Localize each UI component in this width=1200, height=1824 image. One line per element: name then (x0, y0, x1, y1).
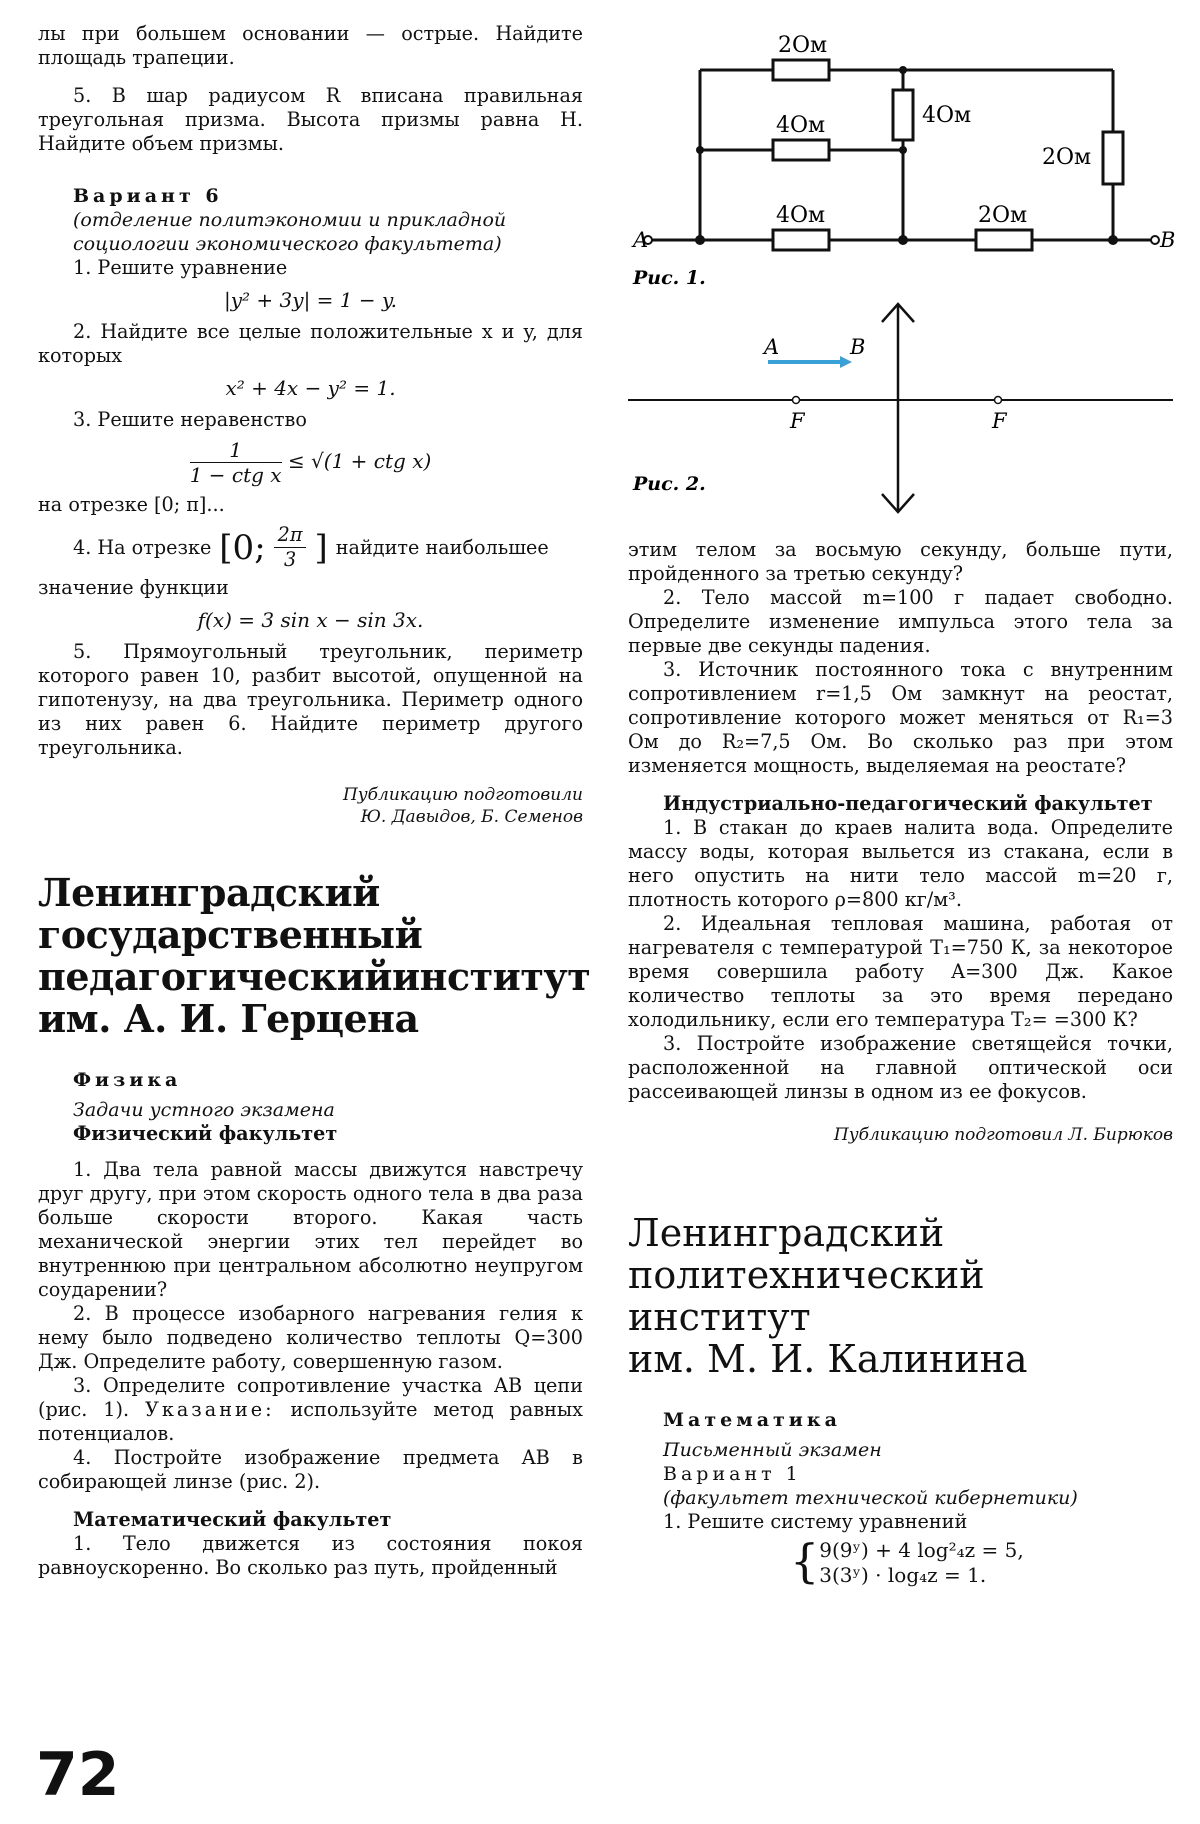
herzen-heading-line-4: им. А. И. Герцена (38, 996, 419, 1041)
equation-system (790, 1534, 1173, 1588)
node-top-center (899, 66, 907, 74)
node-left-bottom (695, 235, 705, 245)
polytech-heading-line-3: им. М. И. Калинина (628, 1337, 1028, 1381)
math-faculty-title: Математический факультет (73, 1508, 392, 1531)
physics-faculty-title: Физический факультет (73, 1122, 338, 1145)
equation-3 (38, 438, 583, 487)
problem-2: 2. Найдите все целые положительные x и y, для которых (38, 320, 583, 367)
system-equation-1: 9(9ʸ) + 4 log²₄z = 5, (819, 1538, 1024, 1562)
variant-1-note: (факультет технической кибернетики) (663, 1487, 1078, 1509)
physics-problem-3-hint: используйте метод равных потенциалов. (38, 1398, 583, 1445)
label-resistor-vertical: 4Ом (922, 103, 972, 128)
variant-1-title: Вариант 1 (663, 1463, 802, 1485)
figure-2-caption: Рис. 2. (633, 473, 706, 495)
label-resistor-right: 2Ом (1042, 145, 1092, 170)
industrial-problem-2: 2. Идеальная тепловая машина, работая от нагревателя с температурой T₁=750 К, за некоторое время совершила работу A=300 Дж. Какое количество теплоты за это время передано холодильнику, если его температура T₂= =300 К? (628, 912, 1173, 1031)
system-equations (819, 1538, 1023, 1588)
equation-3-denominator: 1 − ctg x (189, 463, 282, 487)
problem-3: 3. Решите неравенство (73, 408, 307, 431)
credit-biryukov: Публикацию подготовил Л. Бирюков (833, 1125, 1173, 1145)
physics-problem-2: 2. В процессе изобарного нагревания гелия к нему было подведено количество теплоты Q=300 Дж. Определите работу, совершенную газом. (38, 1302, 583, 1373)
industrial-problem-3: 3. Постройте изображение светящейся точки, расположенной на главной оптической оси рассеивающей линзы в одном из ее фокусов. (628, 1032, 1173, 1103)
label-resistor-top: 2Ом (778, 33, 828, 58)
industrial-problem-1: 1. В стакан до краев налита вода. Определите массу воды, которая выльется из стакана, если в него опустить на нити тело массой m=20 г, плотность которого ρ=800 кг/м³. (628, 816, 1173, 911)
label-resistor-bottom-right: 2Ом (978, 203, 1028, 228)
herzen-heading (38, 870, 591, 1041)
credit-line-2: Ю. Давыдов, Б. Семенов (360, 807, 583, 827)
lens-figure (628, 292, 1173, 522)
herzen-heading-line-3 (38, 954, 591, 999)
herzen-heading-line-2: государственный (38, 912, 423, 957)
node-bottom-center (898, 235, 908, 245)
credit-line-1: Публикацию подготовили (342, 785, 583, 805)
focus-left-point (793, 397, 800, 404)
herzen-heading-line-1: Ленинградский (38, 870, 380, 915)
resistor-middle-left (773, 140, 829, 160)
herzen-heading-line-3b: институт (391, 954, 591, 999)
label-focus-left: F (790, 409, 805, 433)
right-column (628, 22, 1176, 1588)
terminal-b (1151, 236, 1159, 244)
label-resistor-middle-left: 4Ом (776, 113, 826, 138)
label-node-b: B (1160, 228, 1176, 252)
left-column (38, 22, 591, 1580)
resistor-top (773, 60, 829, 80)
problem-4 (38, 523, 583, 572)
equation-3-rhs: ≤ √(1 + ctg x) (287, 449, 432, 473)
problem-5-triangle: 5. Прямоугольный треугольник, периметр которого равен 10, разбит высотой, опущенной на гипотенузу, на два треугольника. Периметр одного из них равен 6. Найдите периметр другого треугольника. (38, 640, 583, 759)
exam-type-written: Письменный экзамен (663, 1439, 882, 1461)
node-right-bottom (1108, 235, 1118, 245)
label-node-a: A (633, 228, 649, 252)
circuit-figure (628, 22, 1176, 289)
problem-5-prism: 5. В шар радиусом R вписана правильная треугольная призма. Высота призмы равна H. Найдите объем призмы. (38, 84, 583, 155)
intro-paragraph: лы при большем основании — острые. Найдите площадь трапеции. (38, 22, 583, 69)
subject-physics: Физика (73, 1069, 182, 1091)
physics-problem-1: 1. Два тела равной массы движутся навстречу друг другу, при этом скорость одного тела в два раза больше скорости второго. Какая часть механической энергии этих тел перейдет во внутреннюю при центральном абсолютно неупругом соударении? (38, 1158, 583, 1301)
physics-problem-3-text: 3. Определите сопротивление участка AB цепи (рис. 1). (38, 1374, 583, 1421)
physics-problem-3 (38, 1374, 583, 1446)
resistor-vertical-middle (893, 90, 913, 140)
industrial-faculty-title: Индустриально-педагогический факультет (663, 792, 1153, 815)
polytech-heading (628, 1212, 1173, 1380)
figure-1-caption: Рис. 1. (633, 267, 706, 289)
focus-right-point (995, 397, 1002, 404)
system-equation-2: 3(3ʸ) · log₄z = 1. (819, 1563, 987, 1587)
herzen-heading-line-3a: педагогический (38, 954, 392, 999)
equation-3-fraction (190, 438, 282, 487)
label-resistor-bottom-left: 4Ом (776, 203, 826, 228)
math-problem-1-continued: этим телом за восьмую секунду, больше пути, пройденного за третью секунду? (628, 538, 1173, 585)
math-problem-3: 3. Источник постоянного тока с внутренним сопротивлением r=1,5 Ом замкнут на реостат, сопротивление которого может меняться от R₁=3 Ом до R₂=7,5 Ом. Во сколько раз при этом изменяется мощность, выделяемая на реостате? (628, 658, 1173, 777)
problem-4-lead: 4. На отрезке (73, 535, 212, 559)
polytech-heading-line-2: политехнический институт (628, 1253, 985, 1339)
interval-fraction (274, 523, 307, 572)
polytech-problem-1: 1. Решите систему уравнений (663, 1510, 968, 1533)
exam-type-oral: Задачи устного экзамена (73, 1099, 335, 1121)
label-object-a: A (764, 335, 780, 359)
variant-6-note: (отделение политэкономии и прикладной социологии экономического факультета) (73, 209, 507, 255)
system-brace: { (790, 1534, 820, 1588)
physics-problem-3-hint-label: Указание: (145, 1398, 275, 1421)
math-problem-2: 2. Тело массой m=100 г падает свободно. Определите изменение импульса этого тела за первые две секунды падения. (628, 586, 1173, 657)
variant-6-title: Вариант 6 (73, 185, 223, 207)
interval-denominator: 3 (283, 548, 297, 571)
equation-1: |y² + 3y| = 1 − y. (224, 288, 397, 312)
resistor-bottom-left (773, 230, 829, 250)
subject-math: Математика (663, 1409, 841, 1431)
problem-4-function-label: значение функции (38, 576, 229, 599)
interval-close: ] (314, 527, 328, 568)
label-focus-right: F (992, 409, 1007, 433)
resistor-bottom-right (976, 230, 1032, 250)
label-object-b: B (850, 335, 866, 359)
node-left-middle (696, 146, 704, 154)
equation-4: f(x) = 3 sin x − sin 3x. (197, 608, 424, 632)
problem-1: 1. Решите уравнение (73, 256, 288, 279)
math-faculty-problem-1: 1. Тело движется из состояния покоя равноускоренно. Во сколько раз путь, пройденный (38, 1532, 583, 1579)
interval-open: [0; (219, 527, 266, 568)
node-middle-center (899, 146, 907, 154)
equation-3-numerator: 1 (190, 438, 282, 463)
page-number: 72 (36, 1740, 120, 1810)
physics-problem-4: 4. Постройте изображение предмета AB в собирающей линзе (рис. 2). (38, 1446, 583, 1493)
resistor-right (1103, 132, 1123, 184)
interval-numerator: 2π (274, 523, 307, 548)
polytech-heading-line-1: Ленинградский (628, 1211, 945, 1255)
problem-3-interval: на отрезке [0; π]... (38, 493, 225, 516)
equation-2: x² + 4x − y² = 1. (225, 376, 396, 400)
problem-4-tail: найдите наибольшее (335, 535, 549, 559)
